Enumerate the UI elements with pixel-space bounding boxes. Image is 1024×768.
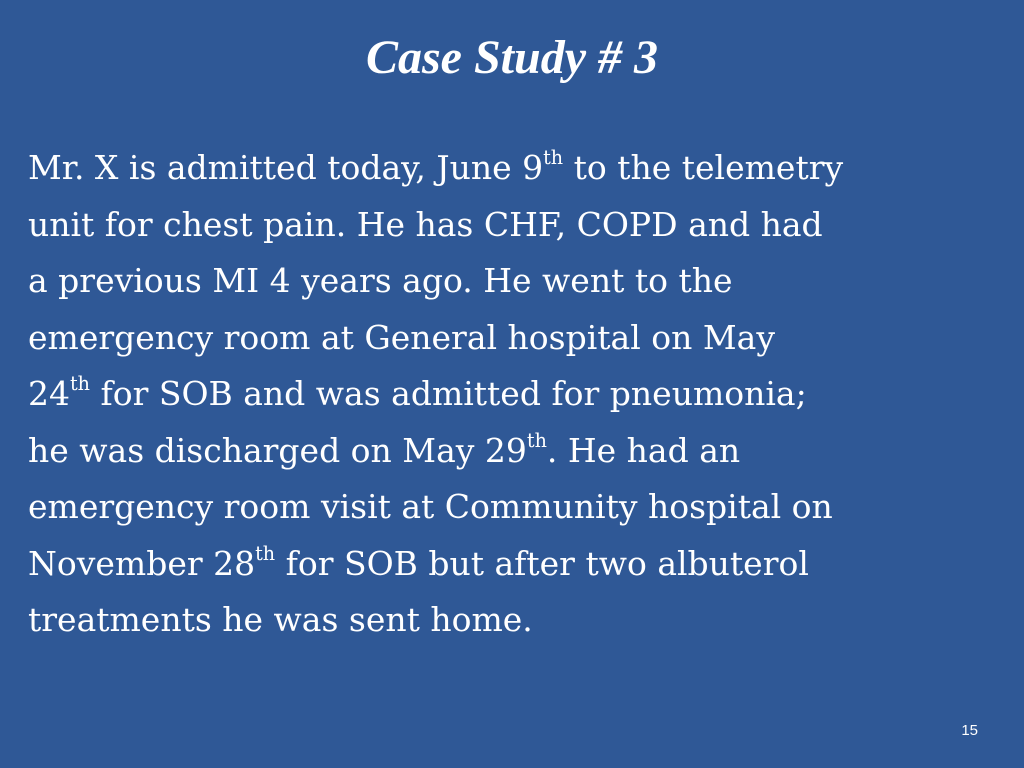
slide-title: Case Study # 3 [365, 31, 659, 84]
line-text: 24 [28, 374, 70, 413]
body-line [28, 140, 1003, 197]
line-text: for SOB and was admitted for pneumonia; [90, 374, 807, 413]
ordinal-suffix: th [526, 428, 547, 452]
line-text: Mr. X is admitted today, June 9 [28, 148, 544, 187]
line-text: a previous MI 4 years ago. He went to the [28, 261, 733, 300]
body-line [28, 253, 1003, 310]
line-text: . He had an [546, 430, 741, 470]
body-line [28, 310, 1003, 367]
line-text: for SOB but after two albuterol [275, 543, 809, 583]
body-line [28, 197, 1003, 254]
body-line [28, 423, 1003, 480]
body-line [28, 366, 1003, 423]
body-line [28, 479, 1003, 536]
ordinal-suffix: th [70, 372, 91, 396]
case-study-paragraph [28, 140, 1003, 649]
ordinal-suffix: th [255, 541, 276, 565]
line-text: emergency room visit at Community hospital on [28, 487, 833, 526]
ordinal-suffix: th [543, 146, 564, 170]
line-text: to the telemetry [563, 148, 844, 187]
line-text: treatments he was sent home. [28, 600, 533, 639]
line-text: unit for chest pain. He has CHF, COPD and had [28, 204, 823, 244]
line-text: November 28 [28, 543, 256, 583]
line-text: he was discharged on May 29 [28, 430, 527, 470]
page-number: 15 [961, 722, 978, 739]
line-text: emergency room at General hospital on May [28, 317, 775, 357]
body-line [28, 592, 1003, 649]
body-line [28, 536, 1003, 593]
